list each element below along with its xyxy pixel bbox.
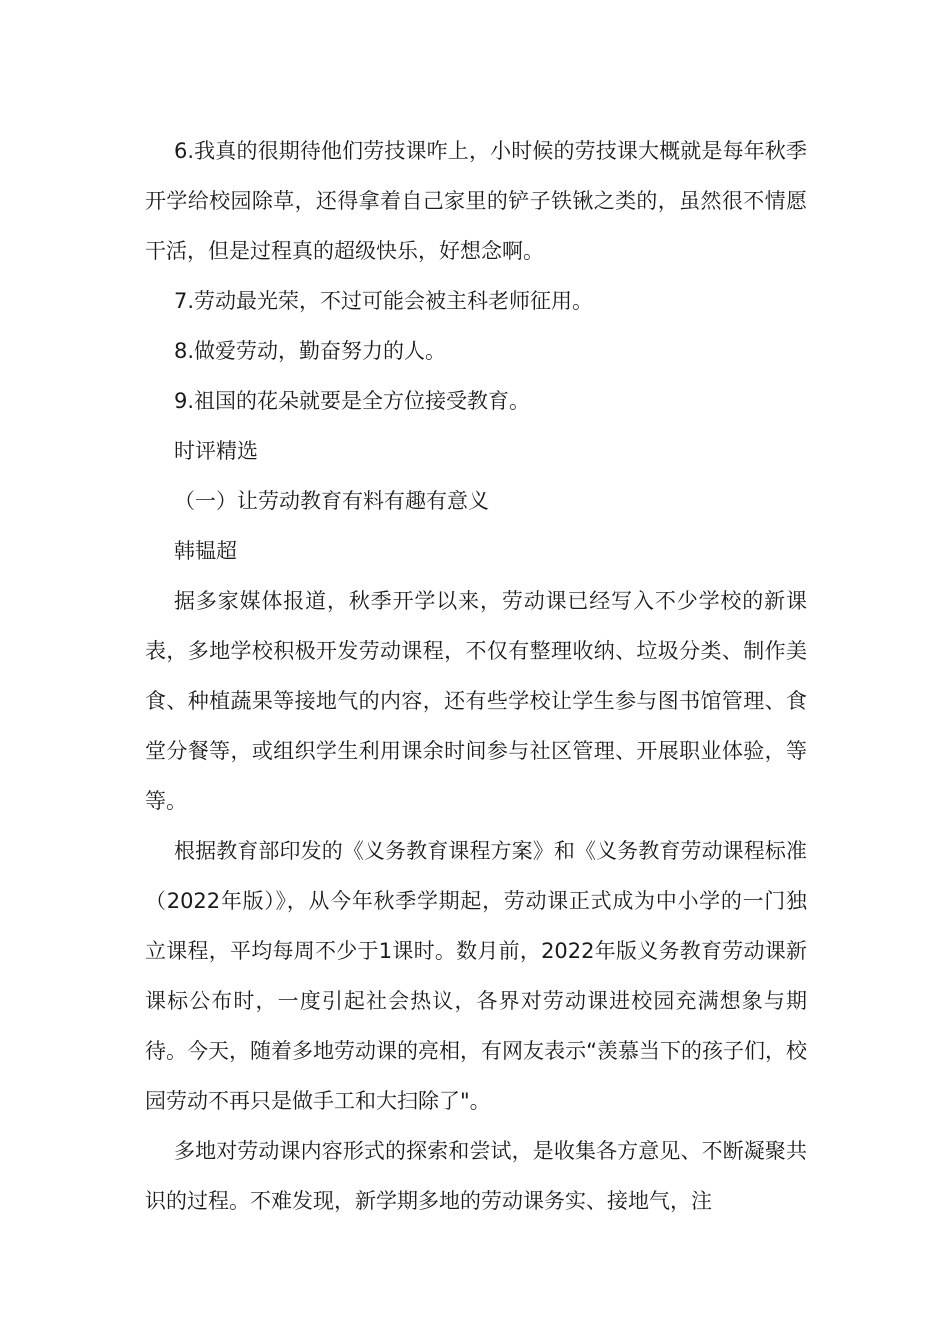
article-author: 韩韫超	[174, 539, 237, 563]
paragraph-7: 7.劳动最光荣，不过可能会被主科老师征用。	[174, 289, 594, 313]
paragraph-6: 6.我真的很期待他们劳技课咋上，小时候的劳技课大概就是每年秋季开学给校园除草，还得拿着自己家里的铲子铁锹之类的，虽然很不情愿干活，但是过程真的超级快乐，好想念啊。	[145, 139, 807, 263]
body-paragraph-2: 根据教育部印发的《义务教育课程方案》和《义务教育劳动课程标准（2022年版）》，从今年秋季学期起，劳动课正式成为中小学的一门独立课程，平均每周不少于1课时。数月前，2022年版义务教育劳动课新课标公布时，一度引起社会热议，各界对劳动课进校园充满想象与期待。今天，随着多地劳动课的亮相，有网友表示“羡慕当下的孩子们，校园劳动不再只是做手工和大扫除了"。	[145, 839, 807, 1113]
section-heading: 时评精选	[174, 439, 258, 463]
body-paragraph-1: 据多家媒体报道，秋季开学以来，劳动课已经写入不少学校的新课表，多地学校积极开发劳动课程，不仅有整理收纳、垃圾分类、制作美食、种植蔬果等接地气的内容，还有些学校让学生参与图书馆管理、食堂分餐等，或组织学生利用课余时间参与社区管理、开展职业体验，等等。	[145, 589, 807, 813]
paragraph-9: 9.祖国的花朵就要是全方位接受教育。	[174, 389, 531, 413]
article-title: （一）让劳动教育有料有趣有意义	[174, 489, 489, 513]
document-page	[145, 126, 807, 1226]
paragraph-8: 8.做爱劳动，勤奋努力的人。	[174, 339, 447, 363]
body-paragraph-3: 多地对劳动课内容形式的探索和尝试，是收集各方意见、不断凝聚共识的过程。不难发现，新学期多地的劳动课务实、接地气，注	[145, 1139, 807, 1213]
